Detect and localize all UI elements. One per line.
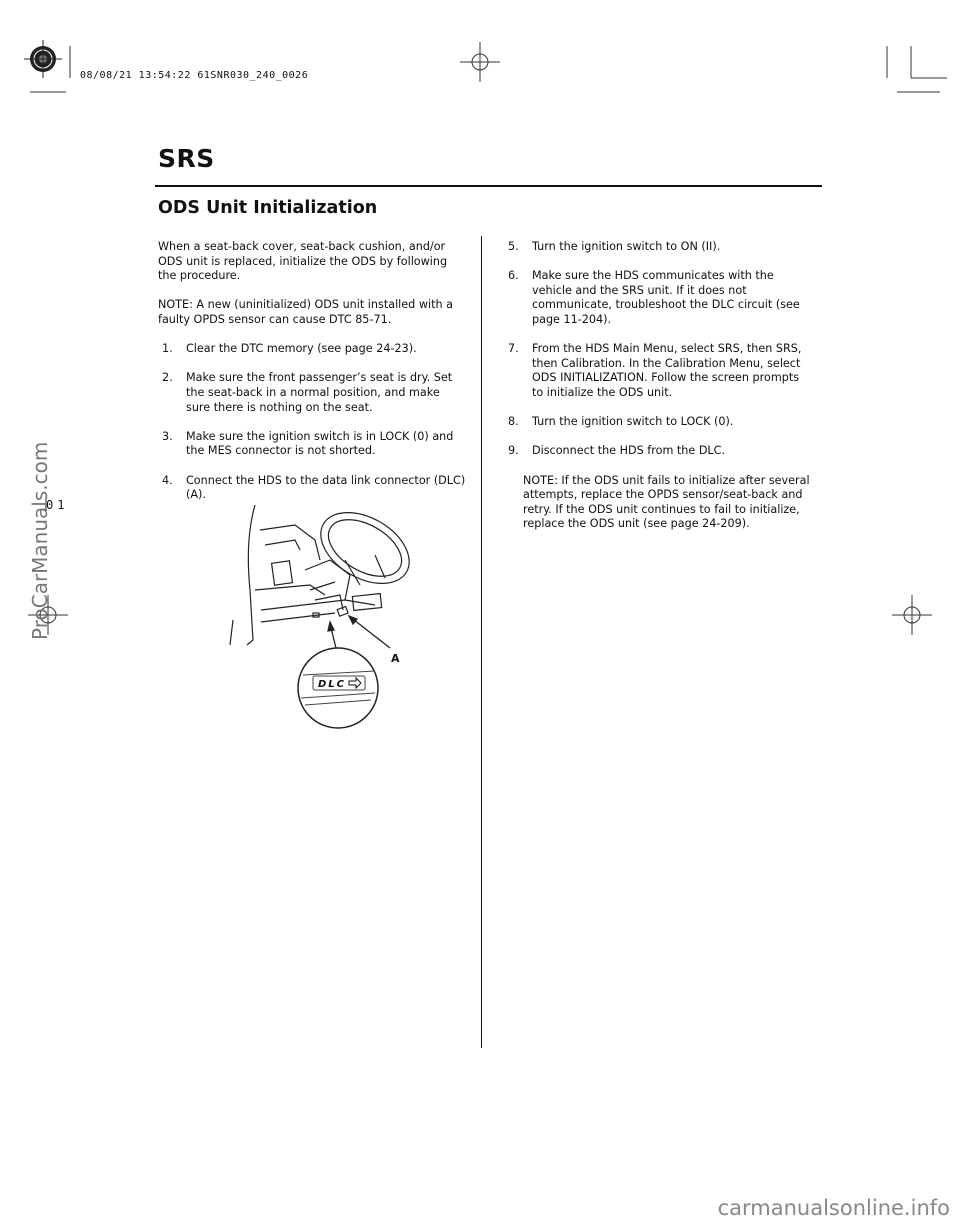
crop-target-icon — [24, 40, 62, 78]
list-item: 5. Turn the ignition switch to ON (II). — [508, 240, 721, 253]
crosshair-icon — [460, 42, 500, 82]
column-divider — [481, 236, 482, 1048]
watermark-bottom: carmanualsonline.info — [717, 1196, 950, 1220]
page-title: ODS Unit Initialization — [158, 198, 378, 218]
steps-list-left — [158, 342, 466, 503]
dlc-label: DLC — [318, 679, 347, 690]
right-column — [508, 240, 813, 546]
note-paragraph: NOTE: If the ODS unit fails to initialize after several attempts, replace the OPDS sensor/seat-back and retry. If the ODS unit continues to fail to initialize, replace the ODS unit (see page 24-209). — [523, 473, 810, 531]
intro-paragraph: When a seat-back cover, seat-back cushion, and/or ODS unit is replaced, initialize the ODS by following the procedure. — [158, 240, 448, 283]
list-item: 6. Make sure the HDS communicates with the vehicle and the SRS unit. If it does not communicate, troubleshoot the DLC circuit (see page 11-204). — [508, 269, 800, 326]
side-mark: 01 — [46, 498, 69, 512]
left-column — [158, 240, 466, 517]
print-stamp: 08/08/21 13:54:22 61SNR030_240_0026 — [80, 70, 309, 81]
watermark-left: ProCarManuals.com — [28, 441, 52, 640]
list-item: 9. Disconnect the HDS from the DLC. — [508, 444, 726, 458]
callout-label: A — [391, 652, 400, 665]
note-paragraph: NOTE: A new (uninitialized) ODS unit installed with a faulty OPDS sensor can cause DTC 85-71. — [158, 298, 453, 326]
crosshair-icon — [892, 595, 932, 635]
list-item: 4. Connect the HDS to the data link connector (DLC) (A). — [162, 473, 466, 502]
list-item: 7. From the HDS Main Menu, select SRS, then SRS, then Calibration. In the Calibration Menu, select ODS INITIALIZATION. Follow the screen prompts to initialize the ODS unit. — [508, 342, 802, 399]
header-rule — [155, 185, 822, 187]
dlc-location-illustration — [225, 500, 425, 730]
list-item: 8. Turn the ignition switch to LOCK (0). — [508, 415, 734, 429]
section-heading: SRS — [158, 144, 215, 173]
list-item: 1. Clear the DTC memory (see page 24-23). — [162, 342, 417, 356]
list-item: 3. Make sure the ignition switch is in LOCK (0) and the MES connector is not shorted. — [162, 429, 454, 458]
list-item: 2. Make sure the front passenger’s seat is dry. Set the seat-back in a normal position, and make sure there is nothing on the seat. — [162, 371, 453, 414]
steps-list-right — [508, 240, 813, 459]
